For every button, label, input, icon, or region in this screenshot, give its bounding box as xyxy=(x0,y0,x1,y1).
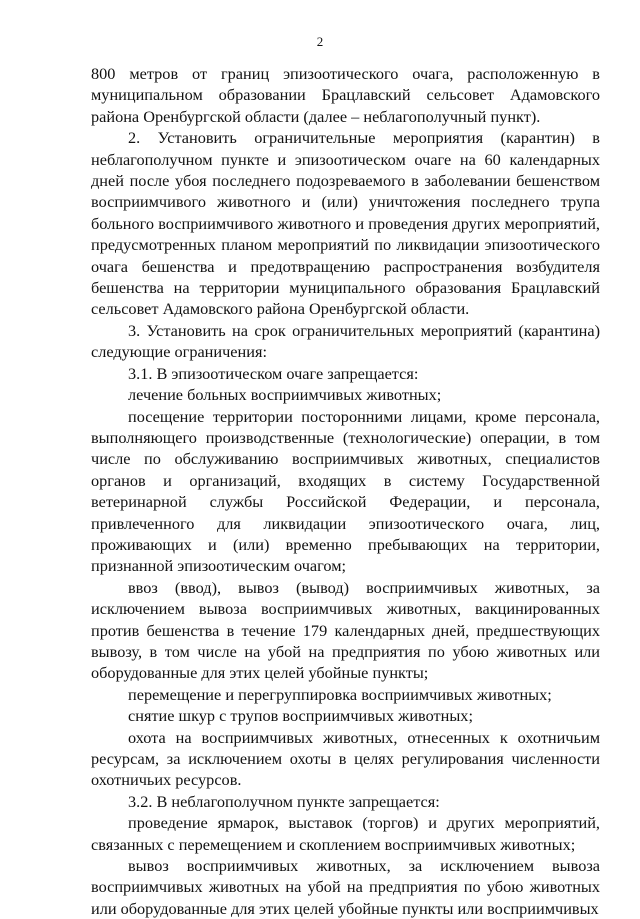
page-number: 2 xyxy=(316,34,324,49)
paragraph-item-3: 3. Установить на срок ограничительных мероприятий (карантина) следующие ограничения: xyxy=(91,320,600,362)
subsection-3-2-heading: 3.2. В неблагополучном пункте запрещается: xyxy=(128,791,440,811)
paragraph-item-2: 2. Установить ограничительные мероприятия (карантин) в неблагополучном пункте и эпизоотическом очаге на 60 календарных дней после убоя последнего подозреваемого в заболевании бешенством восприимчивого животного и (или) уничтожения последнего трупа больного восприимчивого животного и проведения других мероприятий, предусмотренных планом мероприятий по ликвидации эпизоотического очага бешенства и предотвращению распространения возбудителя бешенства на территории муниципального образования Брацлавский сельсовет Адамовского района Оренбургской области. xyxy=(91,128,600,319)
subsection-3-1-heading: 3.1. В эпизоотическом очаге запрещается: xyxy=(128,363,419,383)
restriction-item: посещение территории посторонними лицами, кроме персонала, выполняющего производственные (технологические) операции, в том числе по обслуживанию восприимчивых животных, специалистов органов и организаций, входящих в систему Государственной ветеринарной службы Российской Федерации, и персонала, привлеченного для ликвидации эпизоотического очага, лиц, проживающих и (или) временно пребывающих на территории, признанной эпизоотическим очагом; xyxy=(91,406,600,576)
restriction-item: проведение ярмарок, выставок (торгов) и других мероприятий, связанных с перемещением и скоплением восприимчивых животных; xyxy=(91,813,600,854)
document-body xyxy=(91,63,600,919)
paragraph-continuation: 800 метров от границ эпизоотического очага, расположенную в муниципальном образовании Брацлавский сельсовет Адамовского района Оренбургской области (далее – неблагополучный пункт). xyxy=(91,64,600,126)
restriction-item: вывоз восприимчивых животных, за исключением вывоза восприимчивых животных на убой на предприятия по убою животных или оборудованные для этих целей убойные пункты или восприимчивых xyxy=(91,856,600,918)
restriction-item: лечение больных восприимчивых животных; xyxy=(128,385,442,405)
restriction-item: охота на восприимчивых животных, отнесенных к охотничьим ресурсам, за исключением охоты в целях регулирования численности охотничьих ресурсов. xyxy=(91,727,600,790)
restriction-item: перемещение и перегруппировка восприимчивых животных; xyxy=(128,684,552,704)
restriction-item: ввоз (ввод), вывоз (вывод) восприимчивых животных, за исключением вывоза восприимчивых животных, вакцинированных против бешенства в течение 179 календарных дней, предшествующих вывозу, в том числе на убой на предприятия по убою животных или оборудованные для этих целей убойные пункты; xyxy=(91,577,600,683)
restriction-item: снятие шкур с трупов восприимчивых животных; xyxy=(128,706,473,726)
